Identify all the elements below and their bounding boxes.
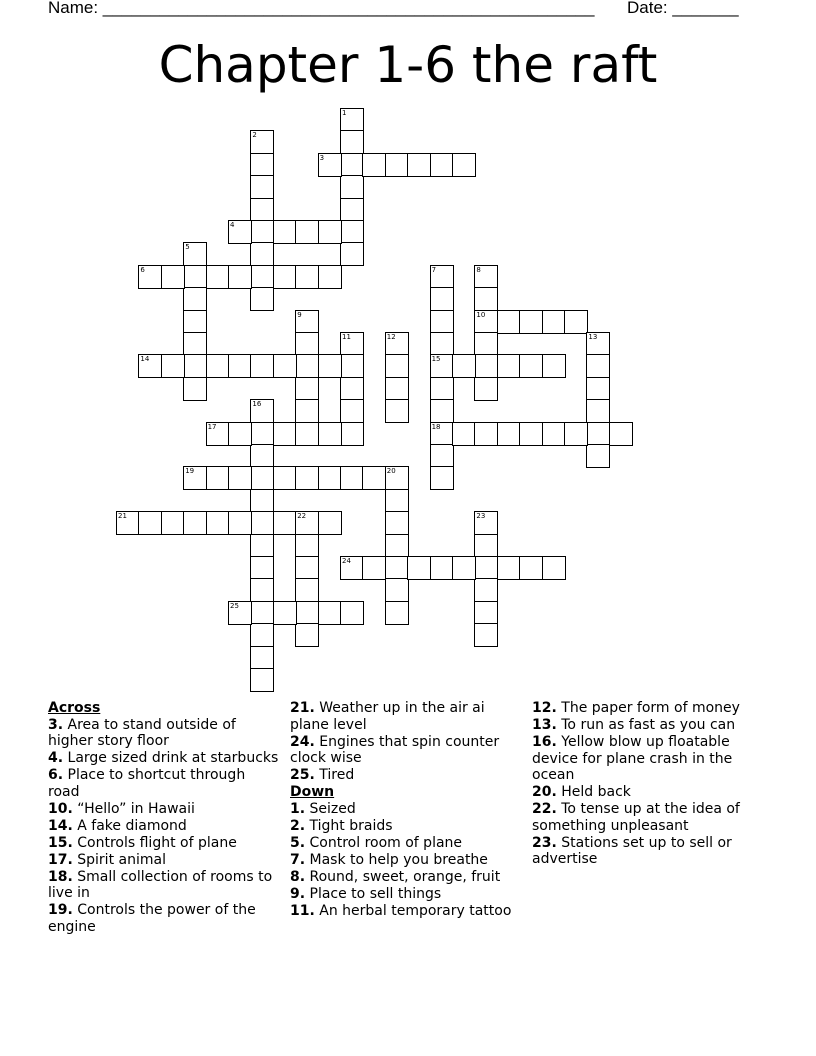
crossword-cell[interactable] [340,399,364,423]
clue-number-label: 25. [290,767,315,783]
crossword-cell[interactable] [250,198,274,222]
page-title: Chapter 1-6 the raft [158,36,658,94]
crossword-cell[interactable] [318,220,342,244]
crossword-cell[interactable] [385,466,409,490]
crossword-cell[interactable] [430,422,454,446]
clue-number: 1 [342,109,347,117]
crossword-cell[interactable] [250,601,274,625]
clue-item [290,869,522,886]
crossword-cell[interactable] [430,287,454,311]
crossword-cell[interactable] [474,354,498,378]
clue-item [48,801,280,818]
clue-number-label: 13. [532,717,557,733]
crossword-cell[interactable] [497,422,521,446]
crossword-cell[interactable] [250,422,274,446]
crossword-cell[interactable] [183,242,207,266]
crossword-cell[interactable] [273,466,297,490]
clue-item [290,886,522,903]
crossword-cell[interactable] [564,422,588,446]
crossword-cell[interactable] [452,556,476,580]
crossword-cell[interactable] [318,422,342,446]
crossword-cell[interactable] [430,444,454,468]
crossword-cell[interactable] [183,511,207,535]
clue-item [532,717,764,734]
crossword-cell[interactable] [340,153,364,177]
crossword-cell[interactable] [385,377,409,401]
crossword-cell[interactable] [430,354,454,378]
crossword-cell[interactable] [250,578,274,602]
crossword-cell[interactable] [340,422,364,446]
crossword-cell[interactable] [295,220,319,244]
crossword-cell[interactable] [295,466,319,490]
crossword-cell[interactable] [250,511,274,535]
crossword-cell[interactable] [318,511,342,535]
crossword-cell[interactable] [295,310,319,334]
clue-section-heading: Down [290,784,335,800]
crossword-cell[interactable] [452,422,476,446]
crossword-cell[interactable] [295,265,319,289]
clue-item [532,700,764,717]
crossword-cell[interactable] [430,153,454,177]
crossword-cell[interactable] [385,534,409,558]
crossword-cell[interactable] [161,265,185,289]
crossword-cell[interactable] [362,153,386,177]
clue-item [48,818,280,835]
clue-number: 22 [297,512,307,521]
crossword-cell[interactable] [586,377,610,401]
clue-item [290,818,522,835]
crossword-cell[interactable] [318,153,342,177]
crossword-cell[interactable] [474,422,498,446]
crossword-cell[interactable] [228,265,252,289]
crossword-cell[interactable] [273,220,297,244]
crossword-cell[interactable] [430,310,454,334]
clue-item [48,869,280,902]
crossword-cell[interactable] [183,332,207,356]
clue-item [48,767,280,800]
clue-text: Stations set up to sell or advertise [532,834,732,867]
clue-number-label: 11. [290,902,315,919]
crossword-cell[interactable] [250,265,274,289]
crossword-cell[interactable] [564,310,588,334]
clue-number-label: 3. [48,716,64,733]
crossword-cell[interactable] [295,422,319,446]
crossword-cell[interactable] [430,399,454,423]
crossword-cell[interactable] [385,332,409,356]
crossword-cell[interactable] [362,556,386,580]
crossword-cell[interactable] [385,153,409,177]
clue-number: 18 [431,422,441,431]
crossword-cell[interactable] [609,422,633,446]
clue-number-label: 12. [532,700,557,716]
crossword-cell[interactable] [228,601,252,625]
clue-text: Controls flight of plane [72,834,237,851]
crossword-cell[interactable] [340,377,364,401]
clue-text: To tense up at the idea of something unpleasant [532,801,740,834]
clue-number: 21 [118,512,127,521]
clue-text: Mask to help you breathe [305,851,488,868]
clue-item [48,750,280,767]
crossword-cell[interactable] [385,578,409,602]
clue-column-1 [48,700,280,936]
crossword-cell[interactable] [318,354,342,378]
clue-number-label: 17. [48,851,73,868]
crossword-cell[interactable] [586,422,610,446]
crossword-cell[interactable] [250,556,274,580]
crossword-cell[interactable] [273,601,297,625]
crossword-cell[interactable] [295,332,319,356]
crossword-cell[interactable] [519,422,543,446]
crossword-cell[interactable] [183,265,207,289]
clue-number-label: 5. [290,834,306,851]
crossword-cell[interactable] [340,556,364,580]
crossword-cell[interactable] [474,310,498,334]
clue-item [532,784,764,801]
crossword-cell[interactable] [542,354,566,378]
crossword-cell[interactable] [586,444,610,468]
crossword-cell[interactable] [474,578,498,602]
crossword-cell[interactable] [474,332,498,356]
crossword-cell[interactable] [250,646,274,670]
crossword-cell[interactable] [318,601,342,625]
clue-item [290,801,522,818]
clue-number: 5 [185,243,190,252]
crossword-cell[interactable] [519,354,543,378]
crossword-cell[interactable] [430,265,454,289]
crossword-cell[interactable] [519,556,543,580]
clue-number: 8 [476,265,481,274]
crossword-cell[interactable] [474,377,498,401]
crossword-cell[interactable] [474,265,498,289]
clue-number: 17 [207,422,217,431]
clue-number: 3 [319,153,325,162]
crossword-cell[interactable] [452,153,476,177]
clue-item [290,852,522,869]
clue-text: Place to sell things [305,885,442,902]
clue-number: 19 [185,467,195,476]
clue-number-label: 14. [48,817,73,834]
crossword-cell[interactable] [586,354,610,378]
clue-text: The paper form of money [556,700,740,716]
clue-text: To run as fast as you can [556,717,736,733]
clue-item [48,852,280,869]
clue-text: Engines that spin counter clock wise [290,733,500,766]
crossword-cell[interactable] [250,130,274,154]
crossword-cell[interactable] [295,354,319,378]
crossword-cell[interactable] [273,422,297,446]
crossword-cell[interactable] [273,265,297,289]
crossword-cell[interactable] [340,332,364,356]
clue-number-label: 22. [532,801,557,817]
crossword-cell[interactable] [295,623,319,647]
crossword-cell[interactable] [183,310,207,334]
clue-text: Seized [305,800,356,817]
clue-number-label: 15. [48,834,73,851]
clue-number: 6 [140,265,145,274]
clue-number: 14 [140,355,150,364]
crossword-cell[interactable] [138,354,162,378]
crossword-cell[interactable] [183,287,207,311]
crossword-cell[interactable] [407,556,431,580]
date-field-label: Date: _______ [627,0,739,17]
crossword-cell[interactable] [273,511,297,535]
crossword-cell[interactable] [250,489,274,513]
clue-text: Place to shortcut through road [48,767,246,800]
crossword-cell[interactable] [542,422,566,446]
clue-text: Tired [314,767,355,783]
crossword-cell[interactable] [295,578,319,602]
crossword-cell[interactable] [295,601,319,625]
clue-text: Small collection of rooms to live in [48,868,273,901]
clue-text: Held back [556,784,631,800]
crossword-cell[interactable] [250,175,274,199]
crossword-cell[interactable] [340,220,364,244]
crossword-cell[interactable] [586,332,610,356]
clue-text: Spirit animal [72,851,166,868]
crossword-cell[interactable] [542,556,566,580]
crossword-cell[interactable] [430,377,454,401]
crossword-cell[interactable] [474,601,498,625]
clue-item [290,835,522,852]
crossword-cell[interactable] [295,377,319,401]
clue-item [532,835,764,868]
crossword-cell[interactable] [138,511,162,535]
clue-section-heading: Across [48,700,101,716]
clue-text: Control room of plane [305,834,463,851]
crossword-cell[interactable] [519,310,543,334]
crossword-cell[interactable] [228,466,252,490]
crossword-cell[interactable] [183,466,207,490]
clue-column-3 [532,700,764,868]
crossword-cell[interactable] [250,354,274,378]
clue-item [290,734,522,767]
crossword-cell[interactable] [206,511,230,535]
crossword-cell[interactable] [474,556,498,580]
clue-number-label: 6. [48,767,64,783]
clue-number-label: 9. [290,885,306,902]
crossword-cell[interactable] [138,265,162,289]
crossword-cell[interactable] [161,354,185,378]
crossword-cell[interactable] [250,668,274,692]
clue-number-label: 7. [290,851,306,868]
clue-text: Controls the power of the engine [48,902,256,935]
clue-number-label: 1. [290,800,306,817]
clue-text: Area to stand outside of higher story floor [48,716,236,749]
clue-number-label: 21. [290,700,315,716]
crossword-cell[interactable] [250,242,274,266]
crossword-cell[interactable] [497,556,521,580]
crossword-cell[interactable] [273,354,297,378]
clue-number-label: 2. [290,817,306,834]
crossword-cell[interactable] [340,108,364,132]
crossword-cell[interactable] [318,265,342,289]
crossword-cell[interactable] [161,511,185,535]
crossword-cell[interactable] [206,466,230,490]
clue-number-label: 23. [532,834,557,851]
crossword-cell[interactable] [250,399,274,423]
clue-number-label: 4. [48,750,64,766]
crossword-cell[interactable] [407,153,431,177]
clue-number: 16 [252,400,262,409]
crossword-cell[interactable] [295,556,319,580]
clue-number: 2 [252,131,257,140]
crossword-cell[interactable] [340,175,364,199]
crossword-cell[interactable] [295,511,319,535]
crossword-cell[interactable] [318,466,342,490]
crossword-cell[interactable] [116,511,140,535]
clue-item [532,801,764,834]
crossword-cell[interactable] [542,310,566,334]
clue-number-label: 18. [48,868,73,885]
crossword-cell[interactable] [206,422,230,446]
name-field-label: Name: ____________________________________________________ [48,0,595,17]
crossword-cell[interactable] [385,511,409,535]
crossword-cell[interactable] [430,466,454,490]
clue-number-label: 20. [532,784,557,800]
clue-number: 15 [431,355,441,364]
crossword-cell[interactable] [362,466,386,490]
crossword-cell[interactable] [183,377,207,401]
crossword-cell[interactable] [340,130,364,154]
crossword-cell[interactable] [497,310,521,334]
crossword-cell[interactable] [474,511,498,535]
clue-number-label: 8. [290,868,306,885]
crossword-cell[interactable] [340,354,364,378]
clue-item [48,902,280,935]
clue-text: “Hello” in Hawaii [72,800,195,817]
crossword-cell[interactable] [206,265,230,289]
clue-text: Large sized drink at starbucks [63,750,279,766]
crossword-cell[interactable] [250,466,274,490]
clue-item [48,835,280,852]
crossword-cell[interactable] [228,422,252,446]
clue-number: 23 [476,512,486,521]
clue-item [290,700,522,733]
crossword-cell[interactable] [385,601,409,625]
clue-number: 7 [431,265,437,274]
clue-item [290,767,522,784]
clue-number: 9 [297,310,302,319]
crossword-cell[interactable] [452,354,476,378]
clue-number: 12 [386,333,396,341]
crossword-cell[interactable] [474,534,498,558]
crossword-cell[interactable] [250,153,274,177]
clue-number: 10 [476,310,486,319]
clue-number-label: 24. [290,733,315,750]
clue-column-2 [290,700,522,920]
crossword-cell[interactable] [497,354,521,378]
crossword-cell[interactable] [183,354,207,378]
crossword-cell[interactable] [430,556,454,580]
clue-number: 25 [230,601,239,610]
crossword-cell[interactable] [430,332,454,356]
clue-number: 13 [588,333,598,341]
clue-number-label: 16. [532,734,557,750]
crossword-cell[interactable] [295,399,319,423]
clue-text: Weather up in the air ai plane level [290,700,485,733]
crossword-cell[interactable] [586,399,610,423]
clue-number: 4 [230,221,235,229]
clue-number: 11 [342,333,351,341]
clue-number: 20 [386,467,396,476]
crossword-cell[interactable] [385,399,409,423]
crossword-cell[interactable] [250,220,274,244]
crossword-cell[interactable] [474,287,498,311]
clue-number-label: 10. [48,800,73,817]
crossword-cell[interactable] [250,534,274,558]
crossword-cell[interactable] [206,354,230,378]
clue-text: Yellow blow up floatable device for plane crash in the ocean [532,734,733,783]
crossword-cell[interactable] [228,511,252,535]
crossword-cell[interactable] [340,242,364,266]
clue-text: Tight braids [305,817,393,834]
crossword-cell[interactable] [340,198,364,222]
crossword-cell[interactable] [340,466,364,490]
clue-number-label: 19. [48,902,73,918]
crossword-cell[interactable] [228,354,252,378]
clue-item [48,717,280,750]
crossword-cell[interactable] [385,489,409,513]
clue-text: An herbal temporary tattoo [314,902,512,919]
crossword-cell[interactable] [250,444,274,468]
crossword-cell[interactable] [340,601,364,625]
clue-item [532,734,764,784]
crossword-cell[interactable] [228,220,252,244]
crossword-cell[interactable] [250,623,274,647]
crossword-cell[interactable] [250,287,274,311]
crossword-cell[interactable] [474,623,498,647]
clue-item [290,903,522,920]
crossword-cell[interactable] [385,354,409,378]
clue-number: 24 [342,557,351,565]
clue-text: A fake diamond [72,817,187,834]
crossword-cell[interactable] [385,556,409,580]
clue-text: Round, sweet, orange, fruit [305,868,501,885]
crossword-cell[interactable] [295,534,319,558]
